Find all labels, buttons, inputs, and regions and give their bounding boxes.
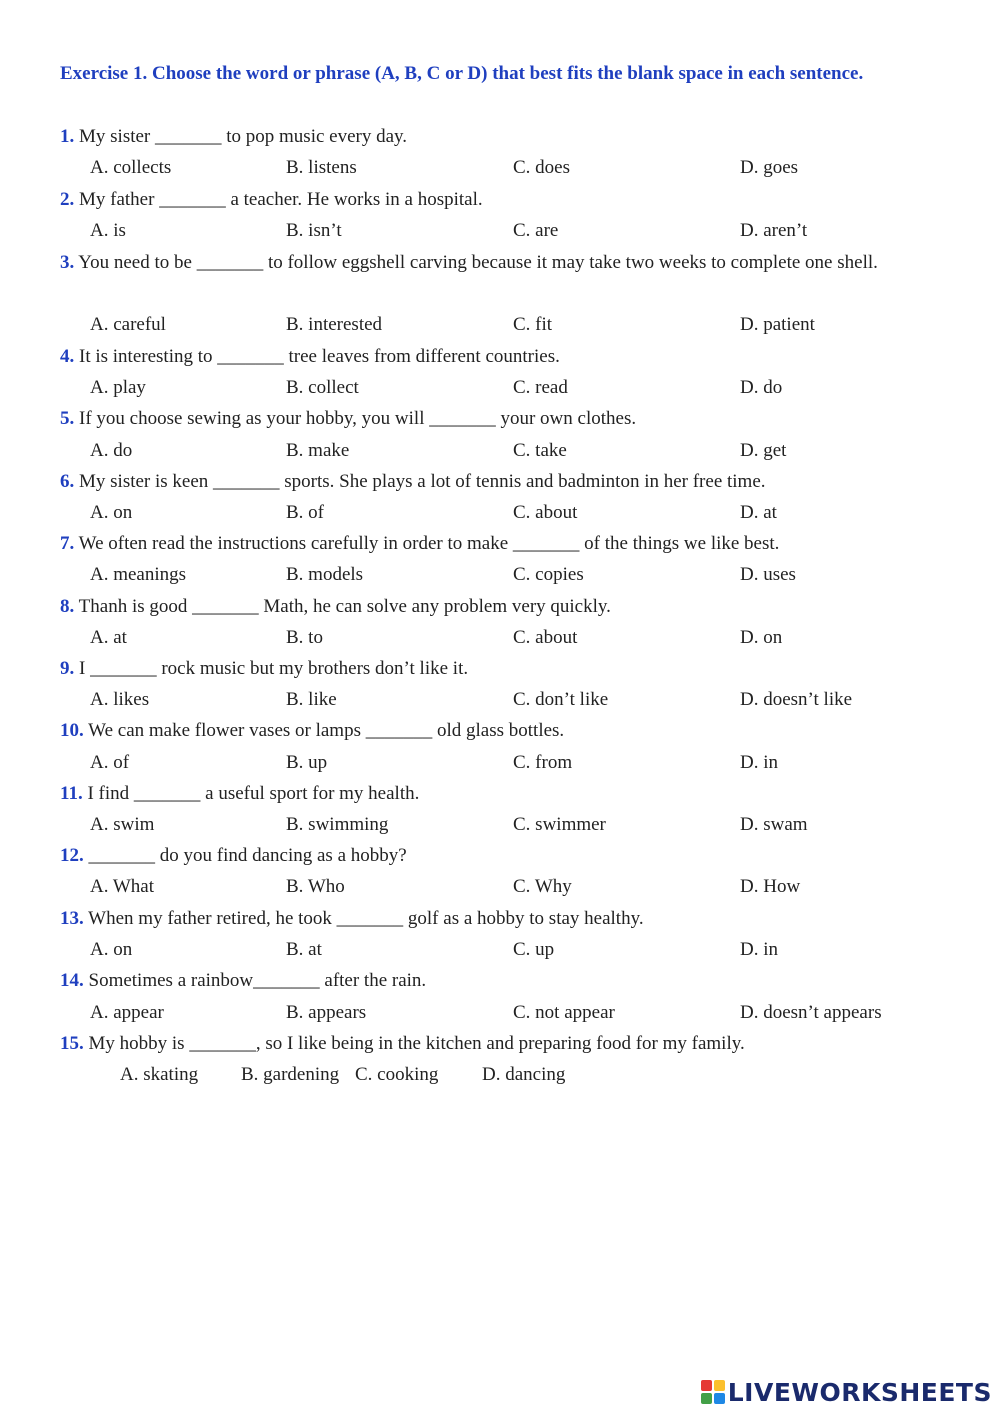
option-d[interactable]: D. swam [740,814,808,835]
option-d[interactable]: D. get [740,440,787,461]
options-15 [90,1059,950,1090]
option-b[interactable]: B. make [286,440,350,461]
question-text: Sometimes a rainbow_______ after the rain. [88,970,427,991]
question-number: 15. [60,1033,84,1054]
option-c[interactable]: C. does [513,157,570,178]
option-c[interactable]: C. up [513,939,555,960]
option-b[interactable]: B. listens [286,157,357,178]
question-3 [60,247,940,278]
option-c[interactable]: C. Why [513,876,572,897]
logo-square-yellow [714,1380,725,1391]
option-a[interactable]: A. likes [90,689,150,710]
option-a[interactable]: A. careful [90,314,166,335]
question-text: We often read the instructions carefully in order to make _______ of the things we like best. [78,533,780,554]
option-b[interactable]: B. up [286,752,328,773]
option-c[interactable]: C. about [513,502,578,523]
question-text: My sister _______ to pop music every day. [79,126,408,147]
option-c[interactable]: C. read [513,377,568,398]
question-number: 2. [60,189,75,210]
option-a[interactable]: A. collects [90,157,172,178]
option-a[interactable]: A. do [90,440,133,461]
option-d[interactable]: D. dancing [482,1064,566,1085]
option-b[interactable]: B. Who [286,876,345,897]
logo-square-blue [714,1393,725,1404]
option-a[interactable]: A. of [90,752,130,773]
question-number: 4. [60,346,75,367]
options-4 [90,372,950,403]
options-10 [90,747,950,778]
question-13 [60,903,940,934]
option-c[interactable]: C. fit [513,314,553,335]
options-13 [90,934,950,965]
option-c[interactable]: C. cooking [355,1064,439,1085]
option-d[interactable]: D. in [740,752,778,773]
option-b[interactable]: B. appears [286,1002,367,1023]
question-text: It is interesting to _______ tree leaves from different countries. [79,346,560,367]
option-d[interactable]: D. goes [740,157,799,178]
option-d[interactable]: D. in [740,939,778,960]
option-d[interactable]: D. do [740,377,783,398]
option-a[interactable]: A. skating [120,1064,199,1085]
option-a[interactable]: A. is [90,220,126,241]
question-number: 1. [60,126,75,147]
option-c[interactable]: C. not appear [513,1002,615,1023]
question-14 [60,965,940,996]
question-text: I _______ rock music but my brothers don’t like it. [79,658,469,679]
question-6 [60,466,940,497]
question-text: My sister is keen _______ sports. She plays a lot of tennis and badminton in her free time. [79,471,766,492]
question-text: My father _______ a teacher. He works in a hospital. [79,189,483,210]
option-b[interactable]: B. gardening [241,1064,340,1085]
option-c[interactable]: C. copies [513,564,584,585]
question-number: 11. [60,783,83,804]
option-b[interactable]: B. interested [286,314,383,335]
question-9 [60,653,940,684]
option-b[interactable]: B. at [286,939,322,960]
question-5 [60,403,940,434]
question-1 [60,121,940,152]
option-b[interactable]: B. swimming [286,814,389,835]
options-1 [90,152,950,183]
options-7 [90,559,950,590]
question-text: Thanh is good _______ Math, he can solve any problem very quickly. [78,596,611,617]
question-number: 5. [60,408,75,429]
exercise-title: Exercise 1. Choose the word or phrase (A, B, C or D) that best fits the blank space in each sentence. [60,63,864,84]
option-b[interactable]: B. collect [286,377,359,398]
question-number: 8. [60,596,75,617]
option-a[interactable]: A. play [90,377,146,398]
question-text: If you choose sewing as your hobby, you will _______ your own clothes. [79,408,637,429]
option-b[interactable]: B. like [286,689,337,710]
question-7 [60,528,940,559]
options-12 [90,871,950,902]
option-b[interactable]: B. models [286,564,364,585]
logo-square-red [701,1380,712,1391]
option-c[interactable]: C. don’t like [513,689,609,710]
options-14 [90,997,950,1028]
option-a[interactable]: A. appear [90,1002,164,1023]
logo-mark-icon [701,1380,725,1404]
option-d[interactable]: D. doesn’t like [740,689,853,710]
option-d[interactable]: D. aren’t [740,220,808,241]
option-d[interactable]: D. patient [740,314,815,335]
question-number: 13. [60,908,84,929]
question-number: 7. [60,533,75,554]
question-text: We can make flower vases or lamps _______ old glass bottles. [88,720,565,741]
option-c[interactable]: C. take [513,440,567,461]
question-number: 14. [60,970,84,991]
logo-text: LIVEWORKSHEETS [727,1377,992,1407]
question-12 [60,840,940,871]
option-d[interactable]: D. How [740,876,801,897]
question-number: 3. [60,252,75,273]
logo-square-green [701,1393,712,1404]
question-number: 6. [60,471,75,492]
options-8 [90,622,950,653]
option-a[interactable]: A. What [90,876,155,897]
option-c[interactable]: C. swimmer [513,814,606,835]
option-b[interactable]: B. isn’t [286,220,342,241]
option-a[interactable]: A. at [90,627,127,648]
option-c[interactable]: C. about [513,627,578,648]
option-a[interactable]: A. on [90,939,133,960]
question-number: 10. [60,720,84,741]
options-9 [90,684,950,715]
option-c[interactable]: C. are [513,220,559,241]
options-2 [90,215,950,246]
options-3 [90,309,950,340]
question-text: When my father retired, he took _______ golf as a hobby to stay healthy. [88,908,644,929]
option-b[interactable]: B. to [286,627,323,648]
options-5 [90,435,950,466]
option-a[interactable]: A. on [90,502,133,523]
question-2 [60,184,940,215]
options-11 [90,809,950,840]
option-c[interactable]: C. from [513,752,573,773]
option-d[interactable]: D. uses [740,564,796,585]
question-number: 9. [60,658,75,679]
question-10 [60,715,940,746]
options-6 [90,497,950,528]
question-15 [60,1028,940,1059]
option-a[interactable]: A. swim [90,814,155,835]
question-4 [60,341,940,372]
question-text: _______ do you find dancing as a hobby? [88,845,407,866]
question-number: 12. [60,845,84,866]
liveworksheets-logo [701,1377,992,1407]
option-a[interactable]: A. meanings [90,564,187,585]
option-b[interactable]: B. of [286,502,324,523]
question-11 [60,778,940,809]
option-d[interactable]: D. on [740,627,783,648]
question-text: My hobby is _______, so I like being in the kitchen and preparing food for my family. [88,1033,745,1054]
option-d[interactable]: D. at [740,502,777,523]
option-d[interactable]: D. doesn’t appears [740,1002,882,1023]
question-8 [60,591,940,622]
question-text: I find _______ a useful sport for my health. [87,783,420,804]
question-text: You need to be _______ to follow eggshell carving because it may take two weeks to complete one shell. [78,252,878,273]
